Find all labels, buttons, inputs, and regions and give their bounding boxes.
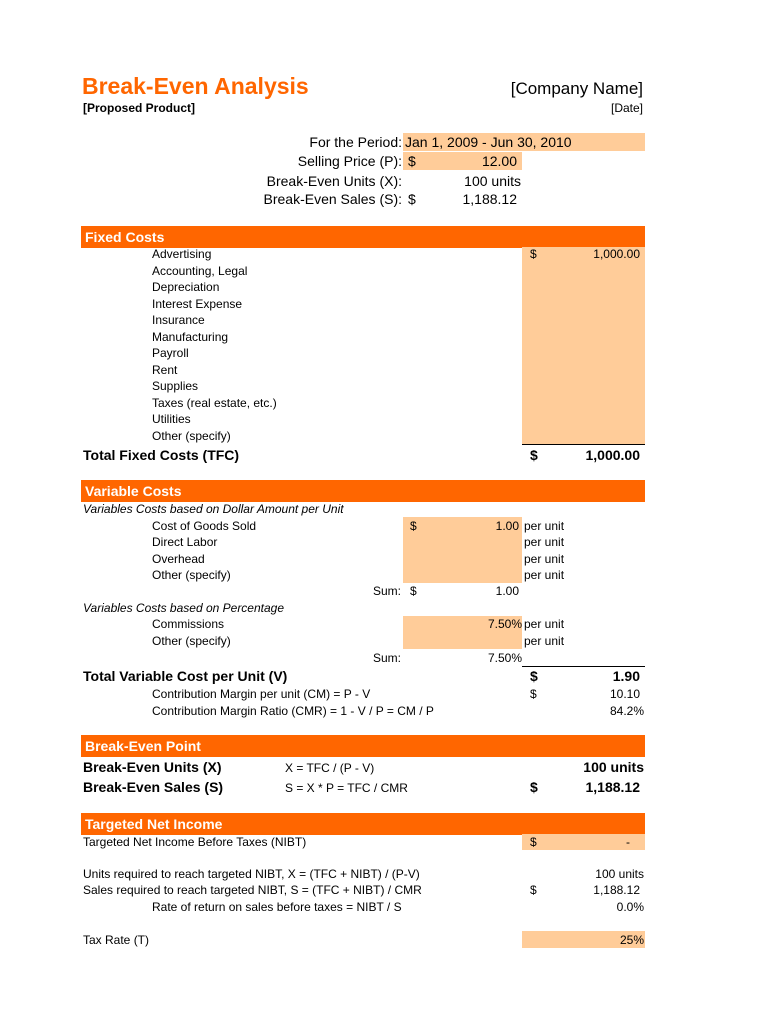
fixed-cost-item: Taxes (real estate, etc.) [152,396,277,410]
be-units-formula: X = TFC / (P - V) [285,761,375,775]
pct-cost-item: Other (specify) [152,634,231,648]
period-value[interactable]: Jan 1, 2009 - Jun 30, 2010 [405,134,572,150]
cmr-value: 84.2% [609,704,644,718]
total-variable-cost-label: Total Variable Cost per Unit (V) [83,668,288,684]
tax-rate-value[interactable]: 25% [619,933,644,947]
per-unit-label: per unit [524,519,565,533]
fixed-cost-item: Supplies [152,379,199,393]
nibt-sales-currency: $ [530,883,537,897]
fixed-cost-item: Insurance [152,313,205,327]
nibt-sales-value: 1,188.12 [593,883,640,897]
advertising-currency: $ [530,247,537,261]
nibt-sales-label: Sales required to reach targeted NIBT, S = (TFC + NIBT) / CMR [83,883,422,897]
cogs-currency: $ [410,519,417,533]
fixed-cost-item: Other (specify) [152,429,231,443]
pct-subheading: Variables Costs based on Percentage [83,601,285,615]
fixed-total-rule [522,444,645,445]
summary-sales-label: Break-Even Sales (S): [263,191,402,207]
be-units-value: 100 units [583,759,644,775]
company-name: [Company Name] [510,79,643,98]
ror-label: Rate of return on sales before taxes = NIBT / S [152,900,402,914]
per-unit-label: per unit [524,552,565,566]
per-unit-label: per unit [524,617,565,631]
pct-cost-item: Commissions [152,617,225,631]
commissions-value[interactable]: 7.50% [487,617,522,631]
summary-units-value: 100 units [464,173,521,189]
cogs-value[interactable]: 1.00 [495,519,519,533]
summary-sales-value: 1,188.12 [462,191,517,207]
nibt-units-value: 100 units [595,867,644,881]
dollar-subheading: Variables Costs based on Dollar Amount per Unit [83,502,344,516]
cm-value: 10.10 [609,687,640,701]
fixed-cost-item: Advertising [152,247,212,261]
nibt-units-label: Units required to reach targeted NIBT, X = (TFC + NIBT) / (P-V) [83,867,420,881]
per-unit-label: per unit [524,535,565,549]
total-fixed-costs-label: Total Fixed Costs (TFC) [83,447,240,463]
nibt-value[interactable]: - [626,835,630,849]
nibt-label: Targeted Net Income Before Taxes (NIBT) [83,835,307,849]
tax-rate-label: Tax Rate (T) [83,933,150,947]
period-label: For the Period: [309,134,402,150]
fixed-cost-item: Utilities [152,412,191,426]
fixed-cost-item: Accounting, Legal [152,264,248,278]
be-sales-currency: $ [530,779,538,795]
targeted-net-income-header [81,813,645,835]
ror-value: 0.0% [616,900,644,914]
variable-costs-header [81,480,645,502]
fixed-cost-item: Rent [152,363,178,377]
variable-costs-heading: Variable Costs [85,483,182,499]
pct-sum-value: 7.50% [487,651,522,665]
targeted-net-income-heading: Targeted Net Income [85,816,223,832]
dollar-sum-currency: $ [410,584,417,598]
variable-cost-item: Cost of Goods Sold [152,519,257,533]
total-fixed-costs-value: 1,000.00 [585,447,640,463]
cm-label: Contribution Margin per unit (CM) = P - V [152,687,371,701]
selling-price-value[interactable]: 12.00 [481,153,517,169]
variable-cost-item: Other (specify) [152,568,231,582]
fixed-cost-item: Manufacturing [152,330,229,344]
per-unit-label: per unit [524,568,565,582]
fixed-cost-item: Interest Expense [152,297,243,311]
be-units-label: Break-Even Units (X) [83,759,222,775]
be-sales-formula: S = X * P = TFC / CMR [285,781,408,795]
break-even-heading: Break-Even Point [85,738,201,754]
nibt-currency: $ [530,835,537,849]
fixed-costs-heading: Fixed Costs [85,229,165,245]
selling-price-label: Selling Price (P): [297,153,402,169]
page-title: Break-Even Analysis [82,73,309,99]
advertising-value[interactable]: 1,000.00 [593,247,640,261]
selling-price-currency: $ [408,153,416,169]
total-variable-cost-currency: $ [530,668,538,684]
report-date: [Date] [610,101,643,115]
variable-cost-item: Overhead [152,552,205,566]
summary-sales-currency: $ [408,191,416,207]
summary-units-label: Break-Even Units (X): [266,173,402,189]
total-fixed-costs-currency: $ [530,447,538,463]
fixed-costs-header [81,226,645,248]
fixed-costs-input-column [522,247,645,444]
cmr-label: Contribution Margin Ratio (CMR) = 1 - V / P = CM / P [152,704,434,718]
be-sales-label: Break-Even Sales (S) [83,779,224,795]
cm-currency: $ [530,687,537,701]
dollar-sum-value: 1.00 [495,584,519,598]
break-even-header [81,735,645,757]
product-subtitle: [Proposed Product] [83,101,196,115]
per-unit-label: per unit [524,634,565,648]
dollar-sum-label: Sum: [372,584,401,598]
fixed-cost-item: Payroll [152,346,189,360]
pct-sum-label: Sum: [372,651,401,665]
be-sales-value: 1,188.12 [585,779,640,795]
total-variable-cost-value: 1.90 [612,668,640,684]
fixed-cost-item: Depreciation [152,280,220,294]
variable-cost-item: Direct Labor [152,535,218,549]
